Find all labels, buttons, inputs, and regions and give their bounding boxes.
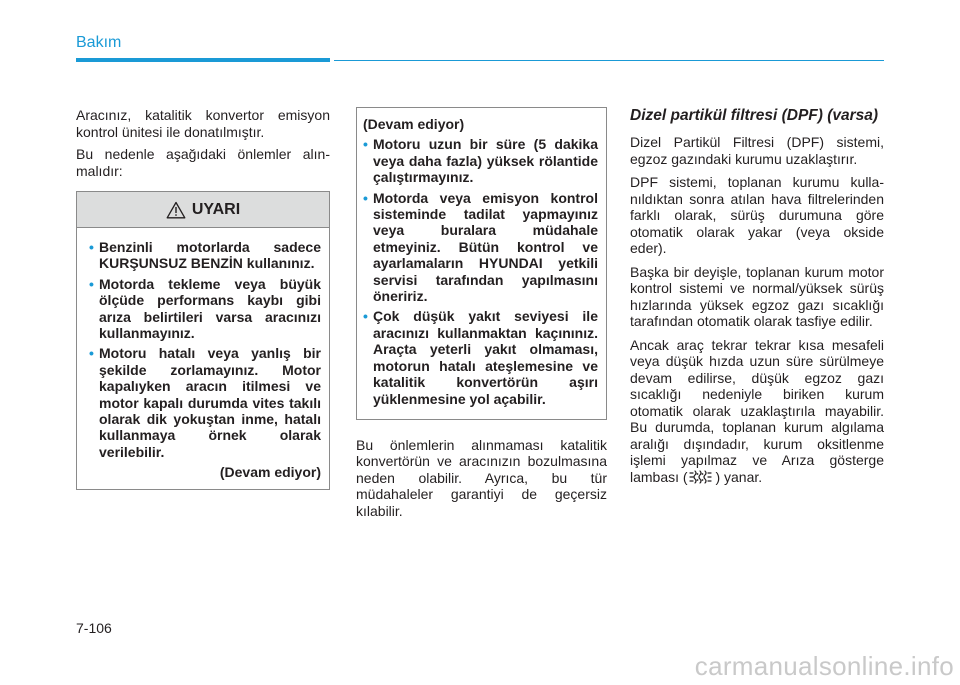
warning-body bbox=[77, 228, 329, 489]
warning-bullet: • Motoru uzun bir süre (5 dakika veya daha fazla) yüksek rölantide çalıştırmayınız. bbox=[363, 136, 598, 185]
column-2 bbox=[356, 107, 607, 524]
warning-header bbox=[77, 192, 329, 228]
warning-box bbox=[76, 191, 330, 490]
dpf-text-after-icon: ) yanar. bbox=[715, 468, 763, 485]
warning-bullet: • Motoru hatalı veya yanlış bir şekilde zorlamayınız. Motor kapalıyken aracın itilmesi ve motor kapalı durumda vites takılı olarak dik yokuştan inme, hatalı kullanmaya örnek olarak verilebilir. bbox=[89, 345, 321, 460]
dpf-heading: Dizel partikül filtresi (DPF) (varsa) bbox=[630, 107, 879, 124]
warning-title: UYARI bbox=[191, 200, 241, 218]
dpf-paragraph-last bbox=[630, 337, 884, 486]
dpf-text-before-icon: Ancak araç tekrar tekrar kısa mesafeli veya düşük hızda uzun süre sürülmeye devam edilirse, düşük egzoz gazı sıcaklığı nedeniyle biriken kurum otomatik olarak uzaklaştırıla mayabilir. Bu durumda, toplanan kurum algılama aralığı dışındadır, kurum oksitlenme işlemi yapılmaz ve Arıza gösterge lambası ( bbox=[630, 336, 884, 485]
dpf-paragraph: Başka bir deyişle, toplanan kurum motor kontrol sistemi ve normal/yüksek sürüş hızlarında yüksek egzoz gazı sıcaklığı tarafından otomatik olarak tasfiye edilir. bbox=[630, 263, 884, 329]
warning-box-continued bbox=[356, 107, 607, 420]
dpf-paragraph: Dizel Partikül Filtresi (DPF) sistemi, egzoz gazındaki kurumu uzaklaştırır. bbox=[630, 134, 884, 167]
intro-paragraph-1: Aracınız, katalitik konvertor emisyon kontrol ünitesi ile donatılmıştır. bbox=[76, 107, 330, 140]
intro-paragraph-2: Bu nedenle aşağıdaki önlemler alınmalıdır: bbox=[76, 146, 330, 179]
column-1 bbox=[76, 107, 330, 490]
warning-bullet: • Motorda veya emisyon kontrol sisteminde tadilat yapmayınız veya buralara müdahale etmeyiniz. Bütün kontrol ve ayarlamaların HYUNDAI yetkili servisi tarafından yapılmasını öneririz. bbox=[363, 190, 598, 305]
dpf-paragraph: DPF sistemi, toplanan kurumu kullanıldıktan sonra atılan hava filtrelerinden farklı olarak, sürüş durumuna göre otomatik olarak yakar (veya okside eder). bbox=[630, 174, 884, 256]
consequence-paragraph: Bu önlemlerin alınmaması katalitik konvertörün ve aracınızın bozulmasına neden olabilir. Ayrıca, bu tür müdahaleler garantiyi de geçersiz kılabilir. bbox=[356, 436, 607, 519]
section-title: Bakım bbox=[76, 34, 122, 51]
watermark: carmanualsonline.info bbox=[694, 651, 954, 681]
header-rule-thin bbox=[334, 60, 884, 61]
header-rule-thick bbox=[76, 58, 330, 62]
continued-label: (Devam ediyor) bbox=[363, 116, 465, 132]
warning-triangle-icon bbox=[166, 201, 186, 219]
warning-bullet: • Benzinli motorlarda sadece KURŞUNSUZ BENZİN kullanınız. bbox=[89, 239, 321, 272]
continued-label: (Devam ediyor) bbox=[219, 464, 321, 481]
warning-bullet: • Çok düşük yakıt seviyesi ile aracınızı kullanmaktan kaçınınız. Araçta yeterli yakıt olmaması, motorun hatalı ateşlemesine ve katalitik konvertörün aşırı yüklenmesine yol açabilir. bbox=[363, 308, 598, 406]
warning-bullet: • Motorda tekleme veya büyük ölçüde performans kaybı gibi arıza belirtileri varsa aracınızı kullanmayınız. bbox=[89, 276, 321, 342]
dpf-warning-icon bbox=[688, 469, 712, 485]
column-3 bbox=[630, 107, 884, 492]
page-number: 7-106 bbox=[76, 620, 112, 636]
